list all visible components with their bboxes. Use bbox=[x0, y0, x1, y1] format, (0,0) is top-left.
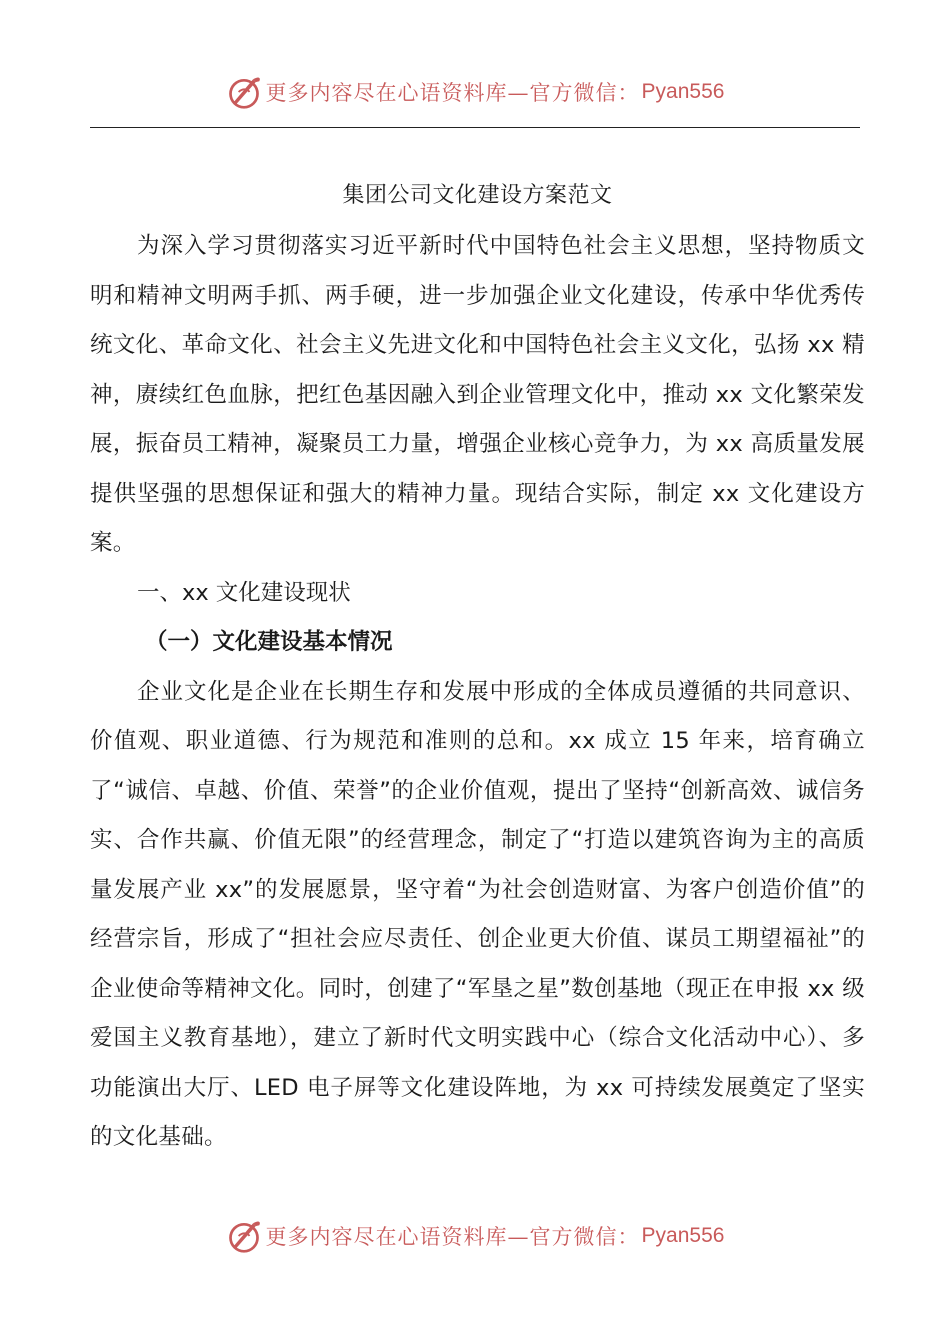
header-wechat-id: Pyan556 bbox=[641, 80, 725, 103]
document-title: 集团公司文化建设方案范文 bbox=[342, 183, 613, 208]
subsection-heading: （一）文化建设基本情况 bbox=[145, 629, 393, 655]
section-heading: 一、xx 文化建设现状 bbox=[137, 579, 351, 606]
subsection-paragraph: 企业文化是企业在长期生存和发展中形成的全体成员遵循的共同意识、价值观、职业道德、行为规范和准则的总和。xx 成立 15 年来，培育确立了“诚信、卓越、价值、荣誉”的企业价值观，提出了坚持“创新高效、诚信务实、合作共赢、价值无限”的经营理念，制定了“打造以建筑咨询为主的高质量发展产业 xx”的发展愿景，坚守着“为社会创造财富、为客户创造价值”的经营宗旨，形成了“担社会应尽责任、创企业更大价值、谋员工期望福祉”的企业使命等精神文化。同时，创建了“军垦之星”数创基地（现正在申报 xx 级爱国主义教育基地），建立了新时代文明实践中心（综合文化活动中心）、多功能演出大厅、LED 电子屏等文化建设阵地，为 xx 可持续发展奠定了坚实的文化基础。 bbox=[90, 678, 865, 1150]
header-banner bbox=[0, 72, 950, 112]
header-divider bbox=[90, 127, 860, 128]
document-body bbox=[90, 170, 865, 1163]
header-banner-text: 更多内容尽在心语资料库—官方微信： bbox=[265, 81, 640, 105]
quill-logo-icon bbox=[226, 74, 262, 110]
intro-paragraph: 为深入学习贯彻落实习近平新时代中国特色社会主义思想，坚持物质文明和精神文明两手抓、两手硬，进一步加强企业文化建设，传承中华优秀传统文化、革命文化、社会主义先进文化和中国特色社会主义文化，弘扬 xx 精神，赓续红色血脉，把红色基因融入到企业管理文化中，推动 xx 文化繁荣发展，振奋员工精神，凝聚员工力量，增强企业核心竞争力，为 xx 高质量发展提供坚强的思想保证和强大的精神力量。现结合实际，制定 xx 文化建设方案。 bbox=[90, 233, 865, 556]
footer-banner bbox=[0, 1216, 950, 1256]
quill-logo-icon bbox=[226, 1218, 262, 1254]
footer-banner-text: 更多内容尽在心语资料库—官方微信： bbox=[265, 1225, 640, 1249]
footer-wechat-id: Pyan556 bbox=[641, 1224, 725, 1247]
